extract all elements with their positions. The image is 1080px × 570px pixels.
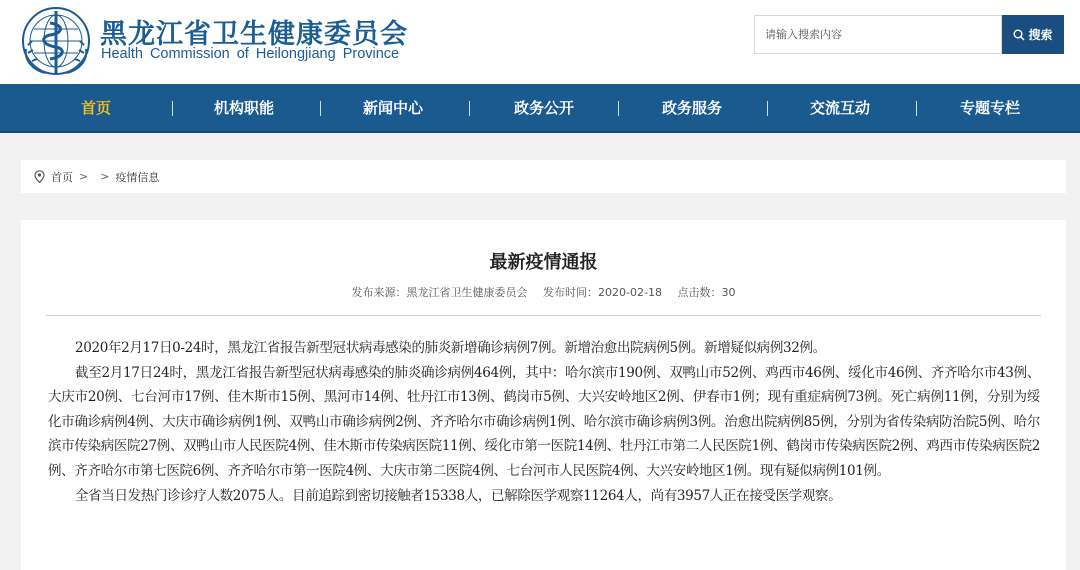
article-date: 发布时间：2020-02-18 bbox=[543, 286, 662, 299]
search-button-label: 搜索 bbox=[1028, 28, 1053, 42]
breadcrumb-separator: > bbox=[100, 170, 110, 183]
breadcrumb-home-link[interactable]: 首页 bbox=[51, 170, 73, 184]
nav-item-interaction[interactable]: 交流互动 bbox=[809, 99, 870, 117]
search-icon bbox=[1013, 29, 1025, 41]
article-divider bbox=[46, 315, 1041, 316]
nav-divider bbox=[916, 101, 917, 116]
nav-item-news[interactable]: 新闻中心 bbox=[362, 99, 423, 117]
nav-item-functions[interactable]: 机构职能 bbox=[213, 99, 274, 117]
search-button[interactable] bbox=[1002, 15, 1064, 54]
site-header bbox=[0, 0, 1080, 84]
main-nav bbox=[0, 84, 1080, 133]
nav-item-special-topics[interactable]: 专题专栏 bbox=[959, 99, 1020, 117]
nav-item-gov-services[interactable]: 政务服务 bbox=[661, 99, 722, 117]
article-meta bbox=[21, 284, 1066, 300]
nav-item-gov-affairs[interactable]: 政务公开 bbox=[513, 99, 574, 117]
article-click-count: 点击数：30 bbox=[677, 286, 736, 299]
article-paragraph: 截至2月17日24时，黑龙江省报告新型冠状病毒感染的肺炎确诊病例464例，其中：哈尔滨市190例、双鸭山市52例、鸡西市46例、绥化市46例、齐齐哈尔市43例、大庆市20例、七台河市17例、佳木斯市15例、黑河市14例、牡丹江市13例、鹤岗市5例、大兴安岭地区2例、伊春市1例；现有重症病例73例。死亡病例11例，分别为绥化市确诊病例4例、大庆市确诊病例1例、双鸭山市确诊病例2例、齐齐哈尔市确诊病例1例、哈尔滨市确诊病例3例。治愈出院病例85例，分别为省传染病防治院5例、哈尔滨市传染病医院27例、双鸭山市人民医院4例、佳木斯市传染病医院11例、绥化市第一医院14例、牡丹江市第二人民医院1例、鹤岗市传染病医院2例、鸡西市传染病医院2例、齐齐哈尔市第七医院6例、齐齐哈尔市第一医院4例、大庆市第二医院4例、七台河市人民医院4例、大兴安岭地区1例。现有疑似病例101例。 bbox=[48, 364, 1040, 479]
location-pin-icon bbox=[34, 170, 45, 183]
article-source: 发布来源：黑龙江省卫生健康委员会 bbox=[351, 286, 528, 299]
search-input[interactable] bbox=[755, 16, 1001, 53]
nav-item-home[interactable]: 首页 bbox=[80, 99, 111, 117]
nav-divider bbox=[618, 101, 619, 116]
search-box bbox=[754, 15, 1002, 54]
article-title: 最新疫情通报 bbox=[489, 252, 598, 273]
site-title-cn[interactable]: 黑龙江省卫生健康委员会 bbox=[100, 19, 408, 50]
breadcrumb bbox=[21, 160, 1066, 193]
nav-divider bbox=[469, 101, 470, 116]
article-paragraph: 2020年2月17日0-24时，黑龙江省报告新型冠状病毒感染的肺炎新增确诊病例7例。新增治愈出院病例5例。新增疑似病例32例。 bbox=[75, 340, 826, 356]
nav-divider bbox=[767, 101, 768, 116]
nav-divider bbox=[172, 101, 173, 116]
site-title-en[interactable]: Health Commission of Heilongjiang Province bbox=[101, 46, 400, 62]
health-commission-logo-icon[interactable] bbox=[20, 5, 92, 77]
breadcrumb-current[interactable]: 疫情信息 bbox=[115, 170, 160, 184]
nav-divider bbox=[320, 101, 321, 116]
article-container bbox=[21, 220, 1066, 570]
article-paragraph: 全省当日发热门诊诊疗人数2075人。目前追踪到密切接触者15338人，已解除医学观察11264人，尚有3957人正在接受医学观察。 bbox=[75, 487, 842, 504]
breadcrumb-separator: > bbox=[79, 170, 89, 183]
article-body bbox=[48, 336, 1040, 508]
